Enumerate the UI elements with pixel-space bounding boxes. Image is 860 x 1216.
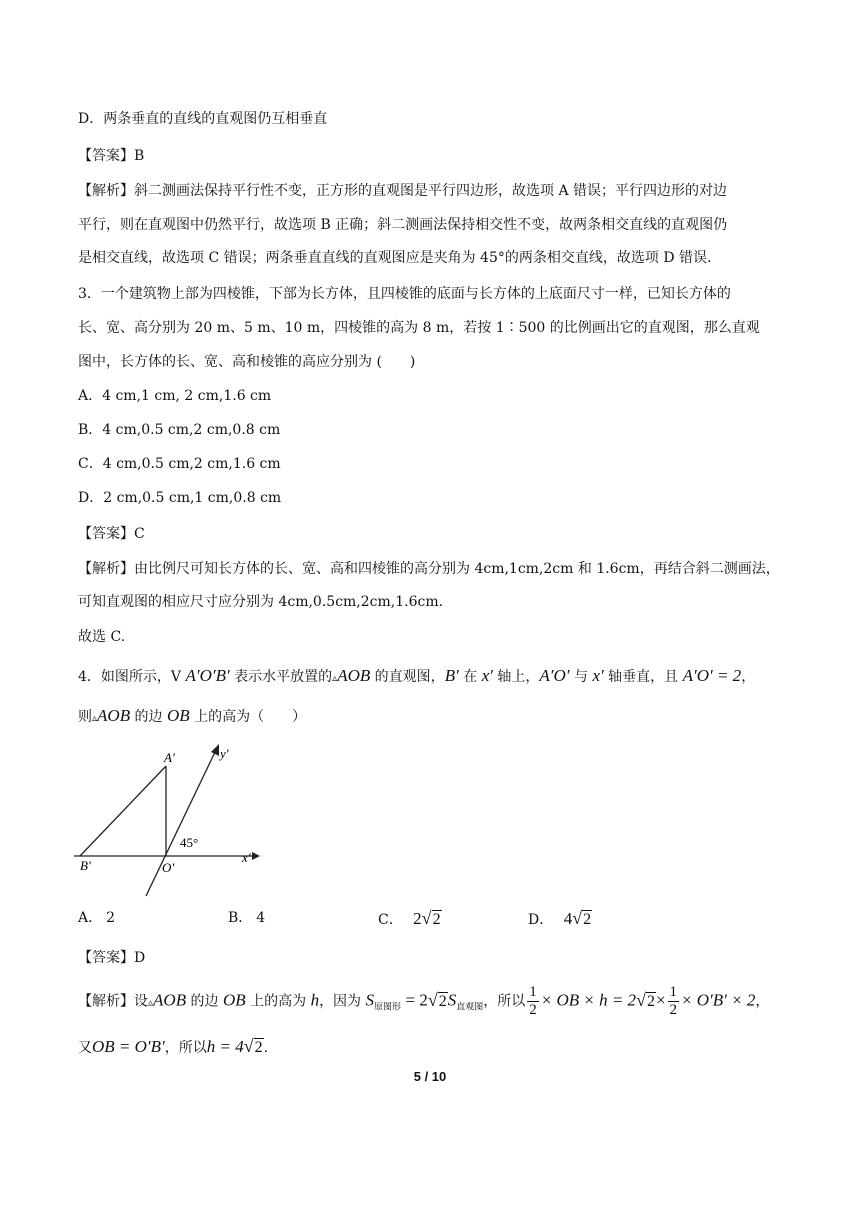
y-axis <box>146 750 216 896</box>
q4-option-c: C． 2√2 <box>378 908 441 928</box>
label-o-prime: O' <box>162 860 175 875</box>
label-angle: 45° <box>180 835 199 850</box>
x-axis-arrow <box>252 852 260 860</box>
option-d-prev: D．两条垂直的直线的直观图仍互相垂直 <box>78 111 328 127</box>
q3-option-c: C．4 cm,0.5 cm,2 cm,1.6 cm <box>78 456 281 472</box>
analysis-3-line2: 可知直观图的相应尺寸应分别为 4cm,0.5cm,2cm,1.6cm. <box>78 594 444 610</box>
question-4-line1: 4．如图所示，V A′O′B′ 表示水平放置的▵AOB 的直观图，B′ 在 x′ 轴上，A′O′ 与 x′ 轴垂直，且 A′O′ = 2， <box>78 666 756 685</box>
analysis-4-line1: 【解析】设▵AOB 的边 OB 上的高为 h，因为 $S_{原图形} = 2√2S_{直观图}$，所以 $\frac{1}{2}$ × OB × h = 2√2× $\frac{1}{2}$ × O′B′ × 2， <box>78 984 770 1018</box>
analysis-4-line2: 又OB = O′B′，所以h = 4√2. <box>78 1036 269 1056</box>
page-number: 5 / 10 <box>413 1069 447 1084</box>
q4-option-b: B． 4 <box>228 910 266 926</box>
analysis-3-line3: 故选 C. <box>78 629 126 645</box>
answer-4: 【答案】D <box>78 950 146 966</box>
analysis-2-line3: 是相交直线，故选项 C 错误；两条垂直直线的直观图应是夹角为 45°的两条相交直线，故选项 D 错误. <box>78 250 712 266</box>
answer-3: 【答案】C <box>78 526 145 542</box>
q3-option-b: B．4 cm,0.5 cm,2 cm,0.8 cm <box>78 422 281 438</box>
question-3-line2: 长、宽、高分别为 20 m、5 m、10 m，四棱锥的高为 8 m，若按 1∶500 的比例画出它的直观图，那么直观 <box>78 320 760 336</box>
y-axis-arrow <box>211 744 219 756</box>
segment-a-b <box>80 766 166 856</box>
q4-option-d: D． 4√2 <box>528 908 592 928</box>
q3-option-a: A．4 cm,1 cm, 2 cm,1.6 cm <box>78 388 272 404</box>
label-x-prime: x' <box>242 850 251 865</box>
analysis-2-line1: 【解析】斜二测画法保持平行性不变，正方形的直观图是平行四边形，故选项 A 错误；平行四边形的对边 <box>78 183 728 199</box>
q4-option-a: A． 2 <box>78 910 116 926</box>
answer-2: 【答案】B <box>78 148 145 164</box>
label-b-prime: B' <box>80 858 91 873</box>
oblique-projection-figure <box>74 738 274 898</box>
question-3-line1: 3．一个建筑物上部为四棱锥，下部为长方体，且四棱锥的底面与长方体的上底面尺寸一样，已知长方体的 <box>78 286 731 302</box>
question-3-line3: 图中，长方体的长、宽、高和棱锥的高应分别为 ( ) <box>78 354 416 370</box>
analysis-2-line2: 平行，则在直观图中仍然平行，故选项 B 正确；斜二测画法保持相交性不变，故两条相交直线的直观图仍 <box>78 217 728 233</box>
analysis-3-line1: 【解析】由比例尺可知长方体的长、宽、高和四棱锥的高分别为 4cm,1cm,2cm 和 1.6cm，再结合斜二测画法， <box>78 561 780 577</box>
q3-option-d: D．2 cm,0.5 cm,1 cm,0.8 cm <box>78 490 282 506</box>
triangle-symbol: V <box>170 669 182 685</box>
label-a-prime: A' <box>164 750 175 765</box>
question-4-line2: 则▵AOB 的边 OB 上的高为（ ） <box>78 706 307 725</box>
label-y-prime: y' <box>220 746 229 761</box>
